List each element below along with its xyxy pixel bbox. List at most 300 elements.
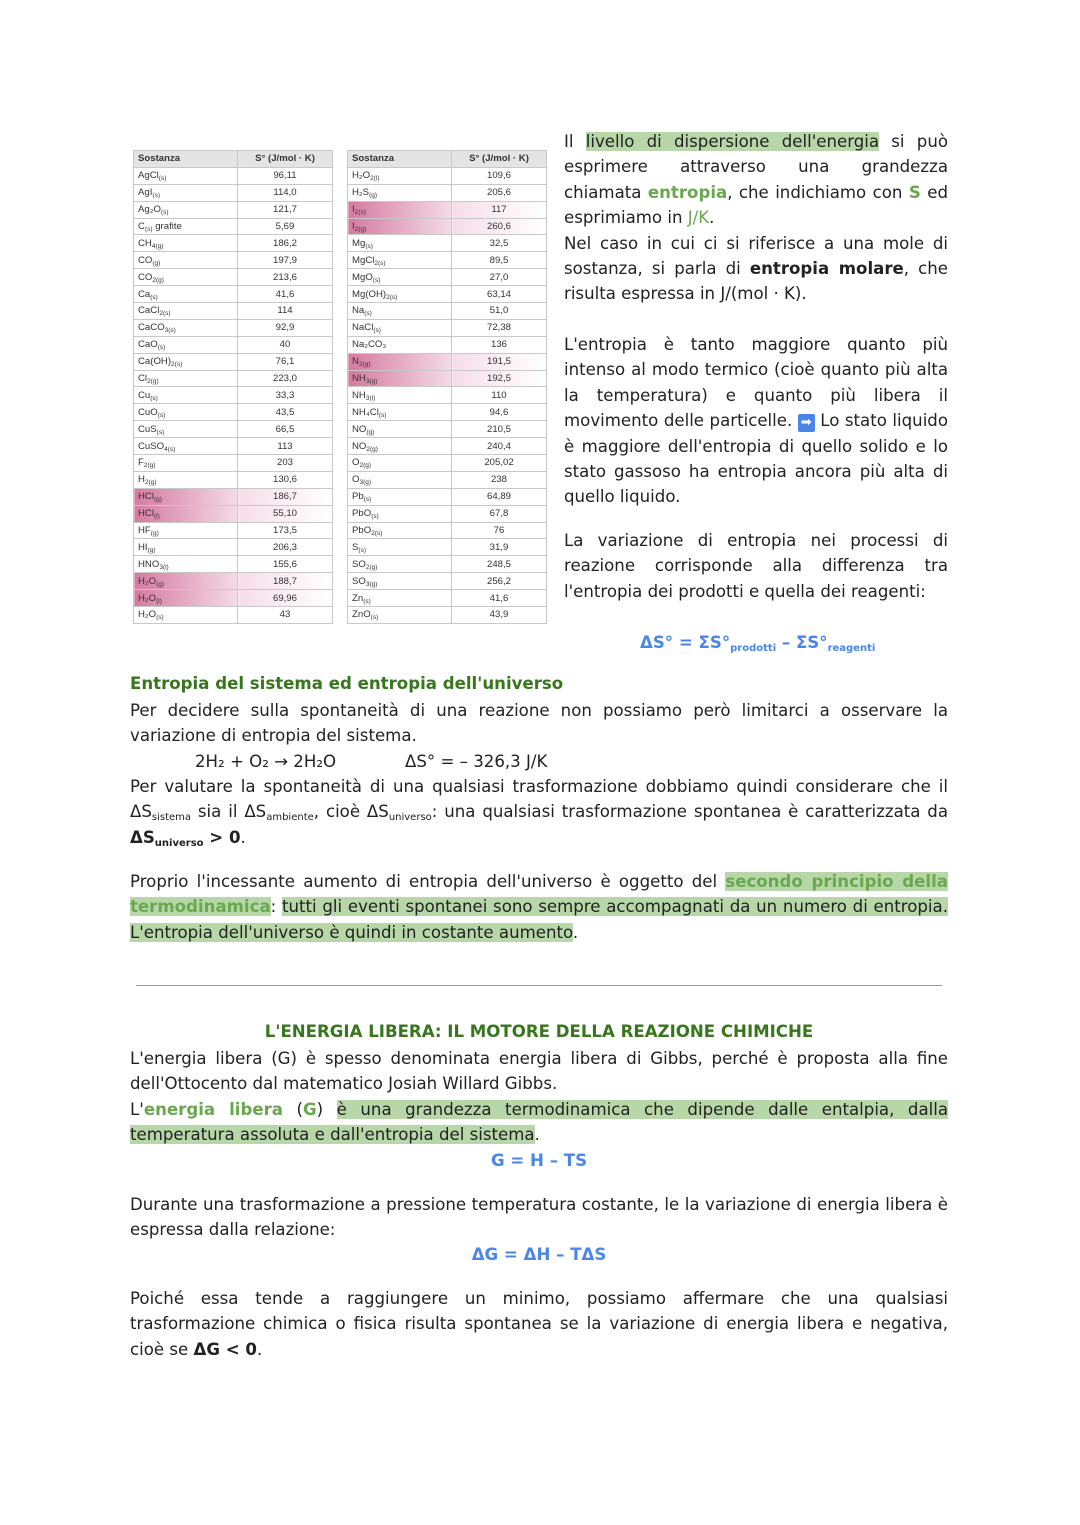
highlight: è una grandezza termodinamica che dipende dalle entalpia, dalla temperatura assoluta e dall'entropia del sistema (130, 1099, 949, 1145)
substance-cell (134, 184, 238, 201)
text: L'energia libera (G) è spesso denominata energia libera di Gibbs, perché è proposta alla fine dell'Ottocento dal matematico Josiah Willard Gibbs. (130, 1049, 948, 1094)
entropy-value: 66,5 (238, 421, 333, 438)
table-row (134, 370, 333, 387)
condition (130, 828, 241, 847)
entropy-value: 31,9 (452, 539, 547, 556)
table-row (348, 184, 547, 201)
entropy-value: 41,6 (238, 286, 333, 303)
text: : (270, 897, 282, 917)
substance-cell (134, 252, 238, 269)
section2-paragraph-4 (130, 1286, 948, 1362)
substance-cell (348, 269, 452, 286)
formula: HF (138, 525, 151, 537)
formula: SO (352, 575, 366, 587)
text: Lo stato liquido è maggiore dell'entropia di quello solido e lo stato gassoso ha entropia ancora più alta di quello liquido. (564, 411, 948, 507)
entropy-value: 55,10 (238, 505, 333, 522)
entropy-value: 206,3 (238, 539, 333, 556)
note: grafite (152, 221, 182, 232)
column-header-substance: Sostanza (134, 151, 238, 168)
column-header-value: S° (J/mol · K) (238, 151, 333, 168)
entropy-value: 27,0 (452, 269, 547, 286)
state: (s) (152, 192, 160, 200)
state: 2(g) (147, 378, 159, 386)
entropy-value: 192,5 (452, 370, 547, 387)
substance-cell (348, 471, 452, 488)
formula: Na (352, 305, 365, 317)
table-row (134, 590, 333, 607)
table-row (348, 607, 547, 624)
text: Il (564, 132, 586, 151)
state: 2(g) (143, 462, 156, 470)
text: . (256, 1339, 263, 1359)
formula: Cl (138, 373, 148, 385)
text: . (534, 1125, 540, 1145)
substance-cell (348, 607, 452, 624)
entropy-value: 248,5 (452, 556, 547, 573)
entropy-value: 63,14 (452, 286, 547, 303)
intro-paragraph-1 (564, 129, 948, 307)
substance-cell (134, 522, 238, 539)
text: . (572, 922, 579, 942)
substance-cell (348, 556, 452, 573)
table-row (348, 522, 547, 539)
state: (s) (144, 226, 153, 233)
entropy-value: 76 (452, 522, 547, 539)
table-row (134, 556, 333, 573)
formula: NO (352, 423, 367, 435)
table-row (348, 319, 547, 336)
substance-cell (134, 303, 238, 320)
formula: AgCl (138, 170, 159, 182)
table-row (134, 573, 333, 590)
state: 3(g) (359, 479, 372, 487)
table-row (348, 201, 547, 218)
state: 2(s) (374, 259, 386, 267)
section1-paragraph-2 (130, 774, 948, 850)
state: 2(g) (366, 445, 378, 453)
substance-cell (134, 336, 238, 353)
entropy-value: 109,6 (452, 167, 547, 184)
divider (136, 985, 942, 986)
state: 3(g) (365, 580, 378, 588)
term-energia-libera: energia libera (143, 1099, 284, 1119)
table-row (348, 488, 547, 505)
text: , cioè ΔS (313, 802, 389, 822)
substance-cell (348, 488, 452, 505)
entropy-value: 69,96 (238, 590, 333, 607)
table-row (134, 353, 333, 370)
entropy-value: 203 (238, 455, 333, 472)
state: (s) (365, 242, 373, 250)
state: (s) (363, 597, 371, 605)
state: 2(s) (386, 293, 398, 301)
state: 2(l) (370, 175, 380, 183)
text: . (240, 827, 246, 847)
formula: PbO (352, 525, 372, 537)
entropy-value: 5,69 (238, 218, 333, 235)
substance-cell (348, 235, 452, 252)
text: Per valutare la spontaneità di una qualsiasi trasformazione dobbiamo quindi considerare che il ΔS (130, 777, 948, 822)
state: 4(g) (151, 242, 164, 250)
formula: MgO (352, 271, 373, 283)
section1-paragraph-3 (130, 869, 948, 945)
formula: H₂O (138, 592, 157, 604)
section2-paragraph-1 (130, 1046, 948, 1148)
formula: H (138, 474, 145, 486)
table-row (348, 353, 547, 370)
entropy-value: 117 (452, 201, 547, 218)
text: , che risulta espressa in J/(mol · K). (564, 259, 948, 304)
formula: CaCO (138, 322, 165, 334)
table-row (134, 201, 333, 218)
table-row (134, 421, 333, 438)
state: 2(g) (359, 462, 372, 470)
formula: MgCl (352, 254, 375, 266)
formula: NO (352, 440, 367, 452)
substance-cell (134, 471, 238, 488)
entropy-value: 41,6 (452, 590, 547, 607)
table-row (134, 336, 333, 353)
substance-cell (348, 455, 452, 472)
substance-cell (134, 607, 238, 624)
table-row (134, 404, 333, 421)
state: 2(s) (371, 530, 383, 538)
entropy-value: 76,1 (238, 353, 333, 370)
entropy-value: 260,6 (452, 218, 547, 235)
state: (s) (358, 546, 366, 554)
formula: NaCl (352, 322, 374, 334)
substance-cell (134, 353, 238, 370)
formula: Ca(OH) (138, 356, 172, 368)
entropy-value: 240,4 (452, 438, 547, 455)
text: ΔS° = ΣS° (640, 633, 731, 652)
table-row (348, 336, 547, 353)
substance-cell (134, 556, 238, 573)
substance-cell (134, 590, 238, 607)
table-row (134, 438, 333, 455)
table-row (134, 184, 333, 201)
entropy-value: 121,7 (238, 201, 333, 218)
table-row (348, 539, 547, 556)
state: (s) (156, 428, 165, 436)
formula: N (352, 356, 359, 368)
table-row (134, 319, 333, 336)
formula: Zn (352, 592, 364, 604)
formula: HNO (138, 558, 160, 570)
table-row (348, 218, 547, 235)
formula: S (352, 541, 359, 553)
state: 3(l) (159, 563, 169, 571)
intro-paragraph-3 (564, 332, 948, 510)
table-row (348, 455, 547, 472)
formula: CO (138, 271, 153, 283)
state: (s) (371, 513, 379, 521)
table-row (134, 471, 333, 488)
state: 3(l) (365, 394, 376, 402)
substance-cell (348, 590, 452, 607)
substance-cell (348, 303, 452, 320)
substance-cell (348, 539, 452, 556)
reaction-equation: 2H₂ + O₂ → 2H₂O (195, 752, 337, 771)
entropy-value: 197,9 (238, 252, 333, 269)
table-row (134, 488, 333, 505)
formula: HI (138, 541, 148, 553)
table-row (348, 370, 547, 387)
entropy-value: 43,5 (238, 404, 333, 421)
entropy-table-left (133, 150, 333, 624)
entropy-value: 213,6 (238, 269, 333, 286)
section-heading: Entropia del sistema ed entropia dell'universo (130, 674, 564, 693)
substance-cell (134, 438, 238, 455)
text: Poiché essa tende a raggiungere un minimo, possiamo affermare che una qualsiasi trasformazione chimica o fisica risulta spontanea se la variazione di energia libera e negativa, cioè se (130, 1289, 948, 1359)
formula: CaO (138, 339, 158, 351)
text: L' (130, 1099, 144, 1119)
entropy-value: 114 (238, 303, 333, 320)
intro-paragraph-4 (564, 528, 948, 604)
table-row (134, 218, 333, 235)
formula: Ag₂O (138, 204, 161, 216)
formula: O (352, 457, 360, 469)
state: 3(g) (365, 378, 378, 386)
text: Proprio l'incessante aumento di entropia dell'universo è oggetto del (130, 872, 726, 891)
text: L'entropia è tanto maggiore quanto più intenso al modo termico (cioè quanto più alta la temperatura) e quanto più libera il movimento delle particelle. (564, 335, 948, 431)
substance-cell (134, 201, 238, 218)
formula: C (138, 221, 145, 232)
table-row (348, 590, 547, 607)
formula: CaCl (138, 305, 160, 317)
text: ) (316, 1099, 337, 1119)
substance-cell (348, 404, 452, 421)
table-row (348, 286, 547, 303)
state: 2(g) (358, 361, 371, 369)
substance-cell (348, 370, 452, 387)
entropy-value: 89,5 (452, 252, 547, 269)
state: (s) (372, 276, 381, 284)
entropy-value: 210,5 (452, 421, 547, 438)
formula: F (138, 457, 144, 469)
formula: Mg (352, 237, 366, 249)
entropy-value: 205,02 (452, 455, 547, 472)
state: (s) (370, 614, 379, 622)
substance-cell (134, 505, 238, 522)
table-row (348, 438, 547, 455)
formula: H₂S (352, 187, 370, 199)
formula: I (352, 204, 355, 216)
entropy-value: 155,6 (238, 556, 333, 573)
entropy-value: 130,6 (238, 471, 333, 488)
text: sistema (151, 812, 192, 824)
text: ΔS (130, 827, 155, 847)
substance-cell (348, 387, 452, 404)
text: Nel caso in cui ci si riferisce a una mole di sostanza, si parla di (564, 233, 948, 279)
state: (l) (156, 597, 162, 605)
substance-cell (134, 370, 238, 387)
text: universo (154, 837, 204, 849)
table-row (134, 269, 333, 286)
substance-cell (348, 218, 452, 235)
entropy-value: 191,5 (452, 353, 547, 370)
text: reagenti (827, 643, 876, 654)
state: (s) (160, 209, 169, 217)
table-row (134, 455, 333, 472)
entropy-value: 186,2 (238, 235, 333, 252)
entropy-value: 110 (452, 387, 547, 404)
entropy-value: 188,7 (238, 573, 333, 590)
state: (g) (369, 192, 378, 200)
formula: HCl (138, 491, 154, 503)
substance-cell (348, 319, 452, 336)
formula: CH (138, 237, 152, 249)
table-row (134, 286, 333, 303)
substance-cell (348, 573, 452, 590)
substance-cell (348, 505, 452, 522)
formula: CO (138, 254, 153, 266)
entropy-value: 238 (452, 471, 547, 488)
entropy-value: 186,7 (238, 488, 333, 505)
text: si può esprimere attraverso una grandezza chiamata (564, 132, 948, 202)
formula: NH (352, 389, 366, 401)
table-row (134, 522, 333, 539)
term-second-principle: secondo principio della termodinamica (130, 872, 948, 917)
table-row (348, 404, 547, 421)
substance-cell (348, 421, 452, 438)
table-row (134, 607, 333, 624)
state: (s) (150, 293, 158, 301)
table-row (348, 556, 547, 573)
substance-cell (134, 286, 238, 303)
state: 2(g) (354, 226, 367, 233)
section1-paragraph-1 (130, 698, 948, 749)
substance-cell (134, 269, 238, 286)
substance-cell (348, 438, 452, 455)
table-row (348, 387, 547, 404)
substance-cell (134, 404, 238, 421)
state: (g) (150, 530, 159, 538)
entropy-value: 67,8 (452, 505, 547, 522)
entropy-value: 40 (238, 336, 333, 353)
term-entropia-molare: entropia molare (749, 259, 904, 279)
substance-cell (134, 488, 238, 505)
formula: Ca (138, 288, 151, 300)
state: (s) (158, 175, 167, 183)
section-title: L'ENERGIA LIBERA: IL MOTORE DELLA REAZIONE CHIMICHE (264, 1022, 814, 1041)
table-row (134, 303, 333, 320)
table-row (348, 235, 547, 252)
substance-cell (348, 522, 452, 539)
term-entropia: entropia (647, 182, 728, 202)
text: > 0 (203, 827, 241, 847)
substance-cell (348, 336, 452, 353)
formula: SO (352, 558, 366, 570)
formula: AgI (138, 187, 153, 199)
substance-cell (134, 421, 238, 438)
substance-cell (134, 319, 238, 336)
formula: O (352, 474, 360, 486)
substance-cell (134, 539, 238, 556)
text: sia il ΔS (191, 802, 267, 822)
table-row (348, 471, 547, 488)
substance-cell (134, 218, 238, 235)
highlight: livello di dispersione dell'energia (585, 132, 880, 151)
formula: ZnO (352, 609, 371, 621)
substance-cell (134, 455, 238, 472)
symbol-g: G (303, 1099, 317, 1119)
substance-cell (134, 235, 238, 252)
formula: H₂O (138, 575, 157, 587)
table-row (348, 303, 547, 320)
entropy-value: 43 (238, 607, 333, 624)
entropy-value: 32,5 (452, 235, 547, 252)
formula: NH₄Cl (352, 406, 379, 418)
state: (s) (157, 344, 166, 352)
substance-cell (348, 286, 452, 303)
formula: I (352, 221, 355, 232)
substance-cell (348, 252, 452, 269)
substance-cell (134, 387, 238, 404)
entropy-value: 64,89 (452, 488, 547, 505)
state: (s) (373, 327, 381, 335)
text: Per decidere sulla spontaneità di una reazione non possiamo però limitarci a osservare la variazione di entropia del sistema. (130, 701, 948, 746)
column-header-value: S° (J/mol · K) (452, 151, 547, 168)
state: (s) (150, 394, 158, 402)
state: (g) (366, 428, 375, 436)
table-row (134, 235, 333, 252)
table-row (348, 573, 547, 590)
formula: Pb (352, 491, 364, 503)
column-header-substance: Sostanza (348, 151, 452, 168)
formula: H₂O (138, 609, 157, 621)
formula: Cu (138, 389, 151, 401)
text: universo (388, 812, 432, 824)
state: 2(g) (144, 479, 157, 487)
substance-cell (348, 353, 452, 370)
text: ed esprimiamo in (564, 182, 948, 228)
state: (g) (156, 580, 165, 588)
state: (g) (147, 546, 156, 554)
formula: H₂O (352, 170, 371, 182)
entropy-value: 256,2 (452, 573, 547, 590)
table-row (134, 387, 333, 404)
entropy-value: 51,0 (452, 303, 547, 320)
table-row (134, 505, 333, 522)
substance-cell (134, 573, 238, 590)
formula-gibbs: G = H – TS (490, 1151, 588, 1170)
text: ambiente (266, 812, 314, 824)
text: : una qualsiasi trasformazione spontanea è caratterizzata da (431, 802, 948, 822)
formula: CuO (138, 406, 158, 418)
entropy-table-right (347, 150, 547, 624)
formula: Mg(OH) (352, 288, 387, 300)
state: 2(s) (354, 209, 366, 217)
table-row (348, 269, 547, 286)
condition: ΔG < 0 (193, 1339, 257, 1359)
text: ( (283, 1099, 304, 1119)
entropy-value: 173,5 (238, 522, 333, 539)
formula: PbO (352, 508, 372, 520)
state: 2(s) (171, 361, 183, 369)
table-row (348, 505, 547, 522)
entropy-value: 113 (238, 438, 333, 455)
table-row (348, 167, 547, 184)
text: La variazione di entropia nei processi di reazione corrisponde alla differenza tra l'entropia dei prodotti e quella dei reagenti: (564, 531, 948, 601)
state: 3(s) (164, 327, 176, 335)
state: (g) (154, 496, 162, 504)
arrow-right-icon: ➡ (798, 414, 815, 432)
substance-cell (348, 184, 452, 201)
text: Durante una trasformazione a pressione temperatura costante, le la variazione di energia libera è espressa dalla relazione: (130, 1195, 948, 1240)
state: 4(s) (164, 445, 176, 453)
entropy-value: 33,3 (238, 387, 333, 404)
